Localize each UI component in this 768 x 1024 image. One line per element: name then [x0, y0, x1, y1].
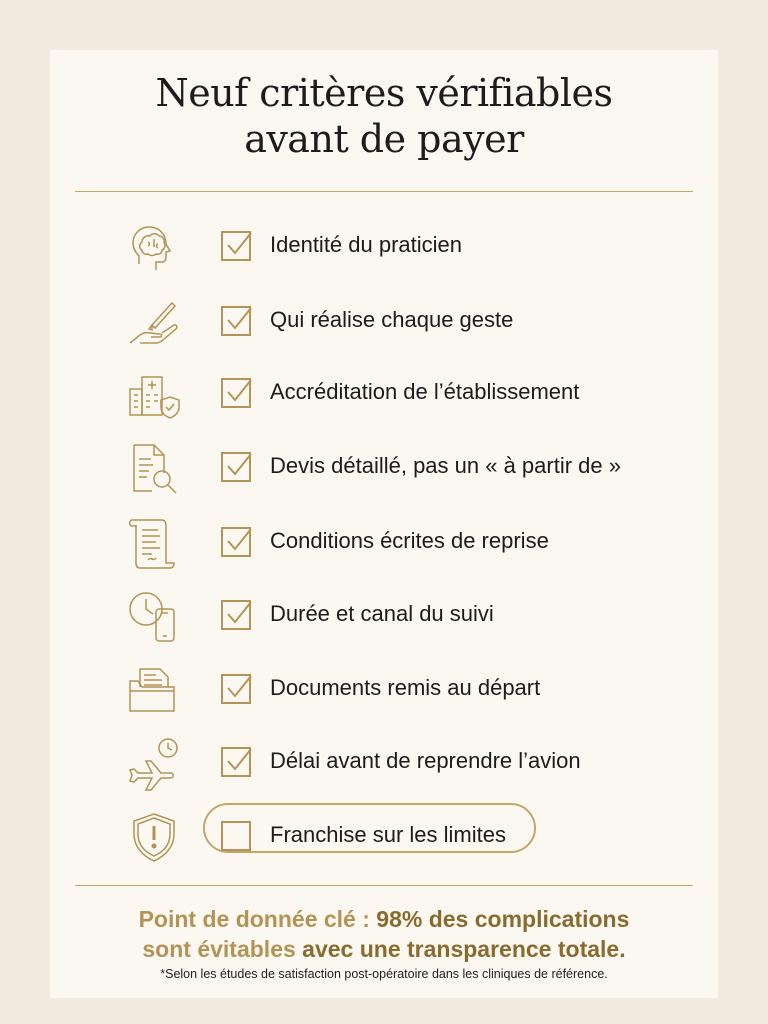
checkbox-checked[interactable]	[220, 597, 254, 631]
criterion-label: Franchise sur les limites	[270, 822, 506, 847]
document-magnifier-icon	[126, 441, 182, 497]
key-data-point	[50, 904, 718, 964]
criterion-row-flight	[50, 736, 718, 788]
checkbox-unchecked[interactable]	[220, 818, 254, 852]
criterion-row-documents	[50, 663, 718, 715]
checkbox-checked[interactable]	[220, 449, 254, 483]
criterion-label: Qui réalise chaque geste	[270, 307, 514, 332]
criterion-label: Délai avant de reprendre l’avion	[270, 748, 581, 773]
hand-scalpel-icon	[126, 295, 182, 351]
top-divider	[75, 191, 693, 192]
criterion-row-limits	[50, 810, 718, 862]
bottom-divider	[75, 885, 693, 886]
infographic-card	[50, 50, 718, 998]
clock-phone-icon	[126, 589, 182, 645]
criterion-label: Accréditation de l’établissement	[270, 379, 580, 404]
page-title	[50, 70, 718, 162]
head-brain-icon	[126, 220, 182, 276]
title-line-1: Neuf critères vérifiables	[155, 71, 613, 115]
criterion-row-identity	[50, 220, 718, 272]
checkbox-checked[interactable]	[220, 303, 254, 337]
checkbox-checked[interactable]	[220, 744, 254, 778]
shield-warning-icon	[126, 810, 182, 866]
checkbox-checked[interactable]	[220, 375, 254, 409]
criterion-row-accreditation	[50, 367, 718, 419]
criterion-label: Durée et canal du suivi	[270, 601, 494, 626]
key-point-highlight: sont évitables	[142, 936, 303, 962]
key-point-label: Point de donnée clé :	[138, 906, 377, 932]
checkbox-checked[interactable]	[220, 228, 254, 262]
criterion-label: Devis détaillé, pas un « à partir de »	[270, 453, 621, 478]
hospital-shield-icon	[126, 367, 182, 423]
criterion-label: Conditions écrites de reprise	[270, 528, 549, 553]
criterion-label: Documents remis au départ	[270, 675, 541, 700]
checkbox-checked[interactable]	[220, 524, 254, 558]
title-line-2: avant de payer	[244, 117, 524, 161]
scroll-icon	[126, 516, 182, 572]
key-point-stat: 98% des complications	[376, 906, 630, 932]
folder-documents-icon	[126, 663, 182, 719]
footnote: *Selon les études de satisfaction post-opératoire dans les cliniques de référence.	[160, 967, 608, 981]
criterion-row-who	[50, 295, 718, 347]
checkbox-checked[interactable]	[220, 671, 254, 705]
criterion-row-quote	[50, 441, 718, 493]
criterion-row-followup	[50, 589, 718, 641]
plane-clock-icon	[126, 736, 182, 792]
key-point-conclusion: avec une transparence totale.	[302, 936, 626, 962]
criterion-row-conditions	[50, 516, 718, 568]
criterion-label: Identité du praticien	[270, 232, 463, 257]
